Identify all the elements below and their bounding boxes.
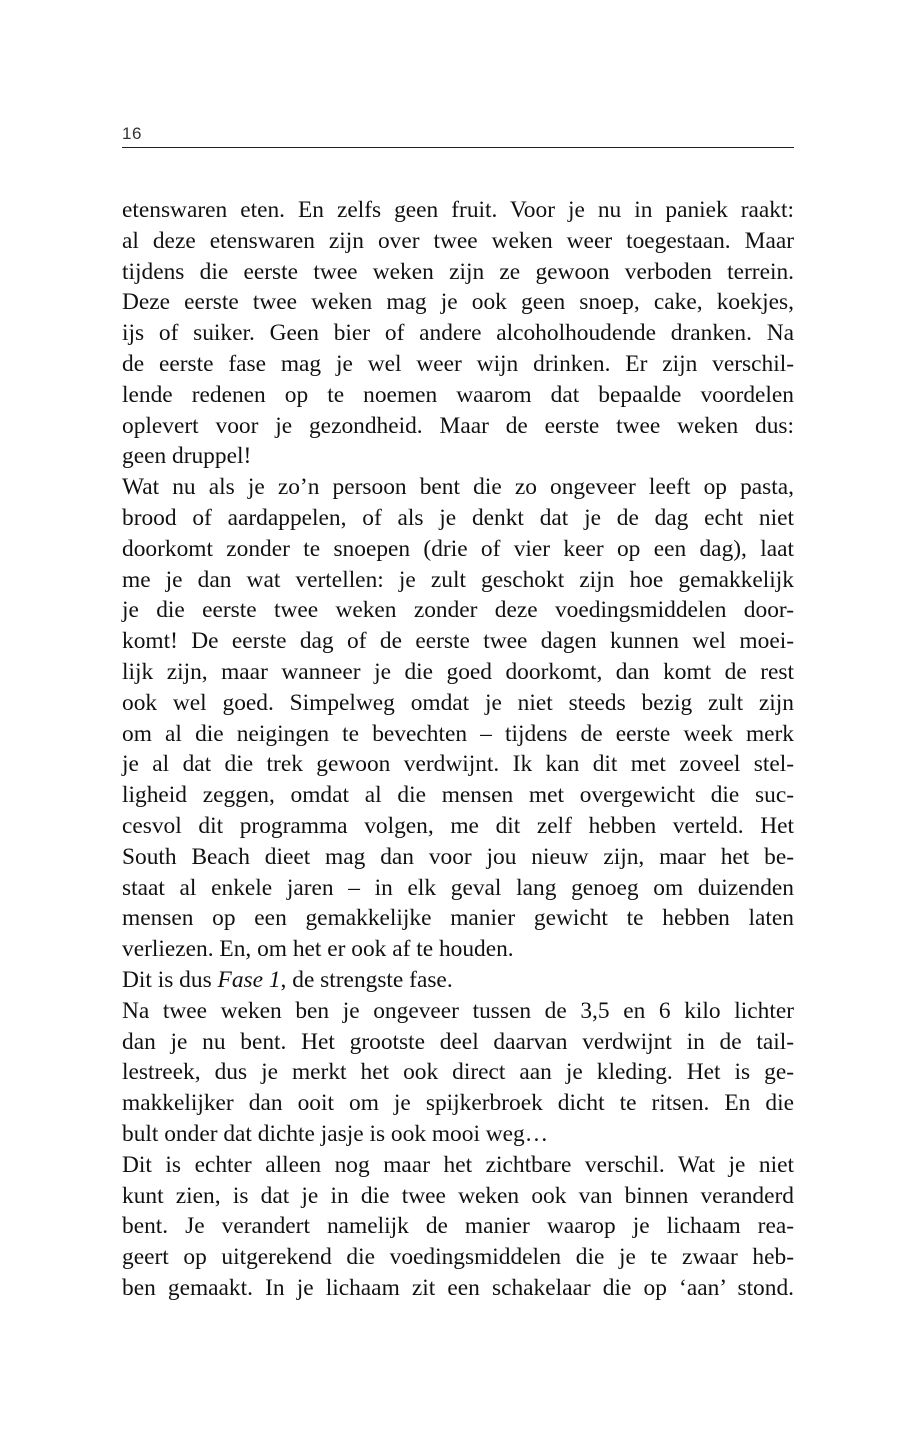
text-line: ook wel goed. Simpelweg omdat je niet steeds bezig zult zijn bbox=[122, 689, 794, 716]
text-segment: Dit is dus bbox=[122, 966, 218, 993]
text-line: lende redenen op te noemen waarom dat bepaalde voordelen bbox=[122, 381, 794, 408]
text-line: ligheid zeggen, omdat al die mensen met overgewicht die suc- bbox=[122, 782, 794, 809]
body-text bbox=[122, 195, 794, 1304]
text-line: ijs of suiker. Geen bier of andere alcoholhoudende dranken. Na bbox=[122, 320, 794, 347]
text-line: geert op uitgerekend die voedingsmiddelen die je te zwaar heb- bbox=[122, 1244, 794, 1271]
text-line: je al dat die trek gewoon verdwijnt. Ik kan dit met zoveel stel- bbox=[122, 751, 794, 778]
text-line: me je dan wat vertellen: je zult geschokt zijn hoe gemakkelijk bbox=[122, 566, 794, 593]
text-line: cesvol dit programma volgen, me dit zelf hebben verteld. Het bbox=[122, 812, 794, 839]
text-line: doorkomt zonder te snoepen (drie of vier keer op een dag), laat bbox=[122, 535, 794, 562]
text-line bbox=[122, 965, 794, 996]
text-line: al deze etenswaren zijn over twee weken weer toegestaan. Maar bbox=[122, 227, 794, 254]
text-line: staat al enkele jaren – in elk geval lang genoeg om duizenden bbox=[122, 874, 794, 901]
text-line: kunt zien, is dat je in die twee weken ook van binnen veranderd bbox=[122, 1182, 794, 1209]
text-line: lestreek, dus je merkt het ook direct aan je kleding. Het is ge- bbox=[122, 1059, 794, 1086]
text-line: South Beach dieet mag dan voor jou nieuw zijn, maar het be- bbox=[122, 843, 794, 870]
text-line: bent. Je verandert namelijk de manier waarop je lichaam rea- bbox=[122, 1213, 794, 1240]
text-line: lijk zijn, maar wanneer je die goed doorkomt, dan komt de rest bbox=[122, 658, 794, 685]
text-line: etenswaren eten. En zelfs geen fruit. Voor je nu in paniek raakt: bbox=[122, 197, 794, 223]
header-rule bbox=[122, 147, 794, 148]
text-line: geen druppel! bbox=[122, 443, 252, 470]
text-line: dan je nu bent. Het grootste deel daarvan verdwijnt in de tail- bbox=[122, 1028, 794, 1055]
text-line: komt! De eerste dag of de eerste twee dagen kunnen wel moei- bbox=[122, 628, 794, 655]
text-line: om al die neigingen te bevechten – tijdens de eerste week merk bbox=[122, 720, 794, 747]
text-line: Wat nu als je zo’n persoon bent die zo ongeveer leeft op pasta, bbox=[122, 474, 794, 501]
italic-term: Fase 1 bbox=[217, 966, 281, 993]
text-line: ben gemaakt. In je lichaam zit een schakelaar die op ‘aan’ stond. bbox=[122, 1274, 794, 1301]
text-line: Na twee weken ben je ongeveer tussen de 3,5 en 6 kilo lichter bbox=[122, 997, 794, 1024]
text-line: verliezen. En, om het er ook af te houden. bbox=[122, 936, 514, 963]
text-line: de eerste fase mag je wel weer wijn drinken. Er zijn verschil- bbox=[122, 350, 794, 377]
text-line: mensen op een gemakkelijke manier gewicht te hebben laten bbox=[122, 905, 794, 932]
text-line: oplevert voor je gezondheid. Maar de eerste twee weken dus: bbox=[122, 412, 794, 439]
text-segment: , de strengste fase. bbox=[280, 966, 453, 993]
text-line: makkelijker dan ooit om je spijkerbroek dicht te ritsen. En die bbox=[122, 1090, 794, 1117]
page-number: 16 bbox=[122, 124, 142, 143]
text-line: brood of aardappelen, of als je denkt dat je de dag echt niet bbox=[122, 504, 794, 531]
text-line: tijdens die eerste twee weken zijn ze gewoon verboden terrein. bbox=[122, 258, 794, 285]
text-line: Dit is echter alleen nog maar het zichtbare verschil. Wat je niet bbox=[122, 1151, 794, 1178]
text-line: bult onder dat dichte jasje is ook mooi weg… bbox=[122, 1120, 549, 1147]
text-line: je die eerste twee weken zonder deze voedingsmiddelen door- bbox=[122, 597, 794, 624]
text-line: Deze eerste twee weken mag je ook geen snoep, cake, koekjes, bbox=[122, 289, 794, 316]
